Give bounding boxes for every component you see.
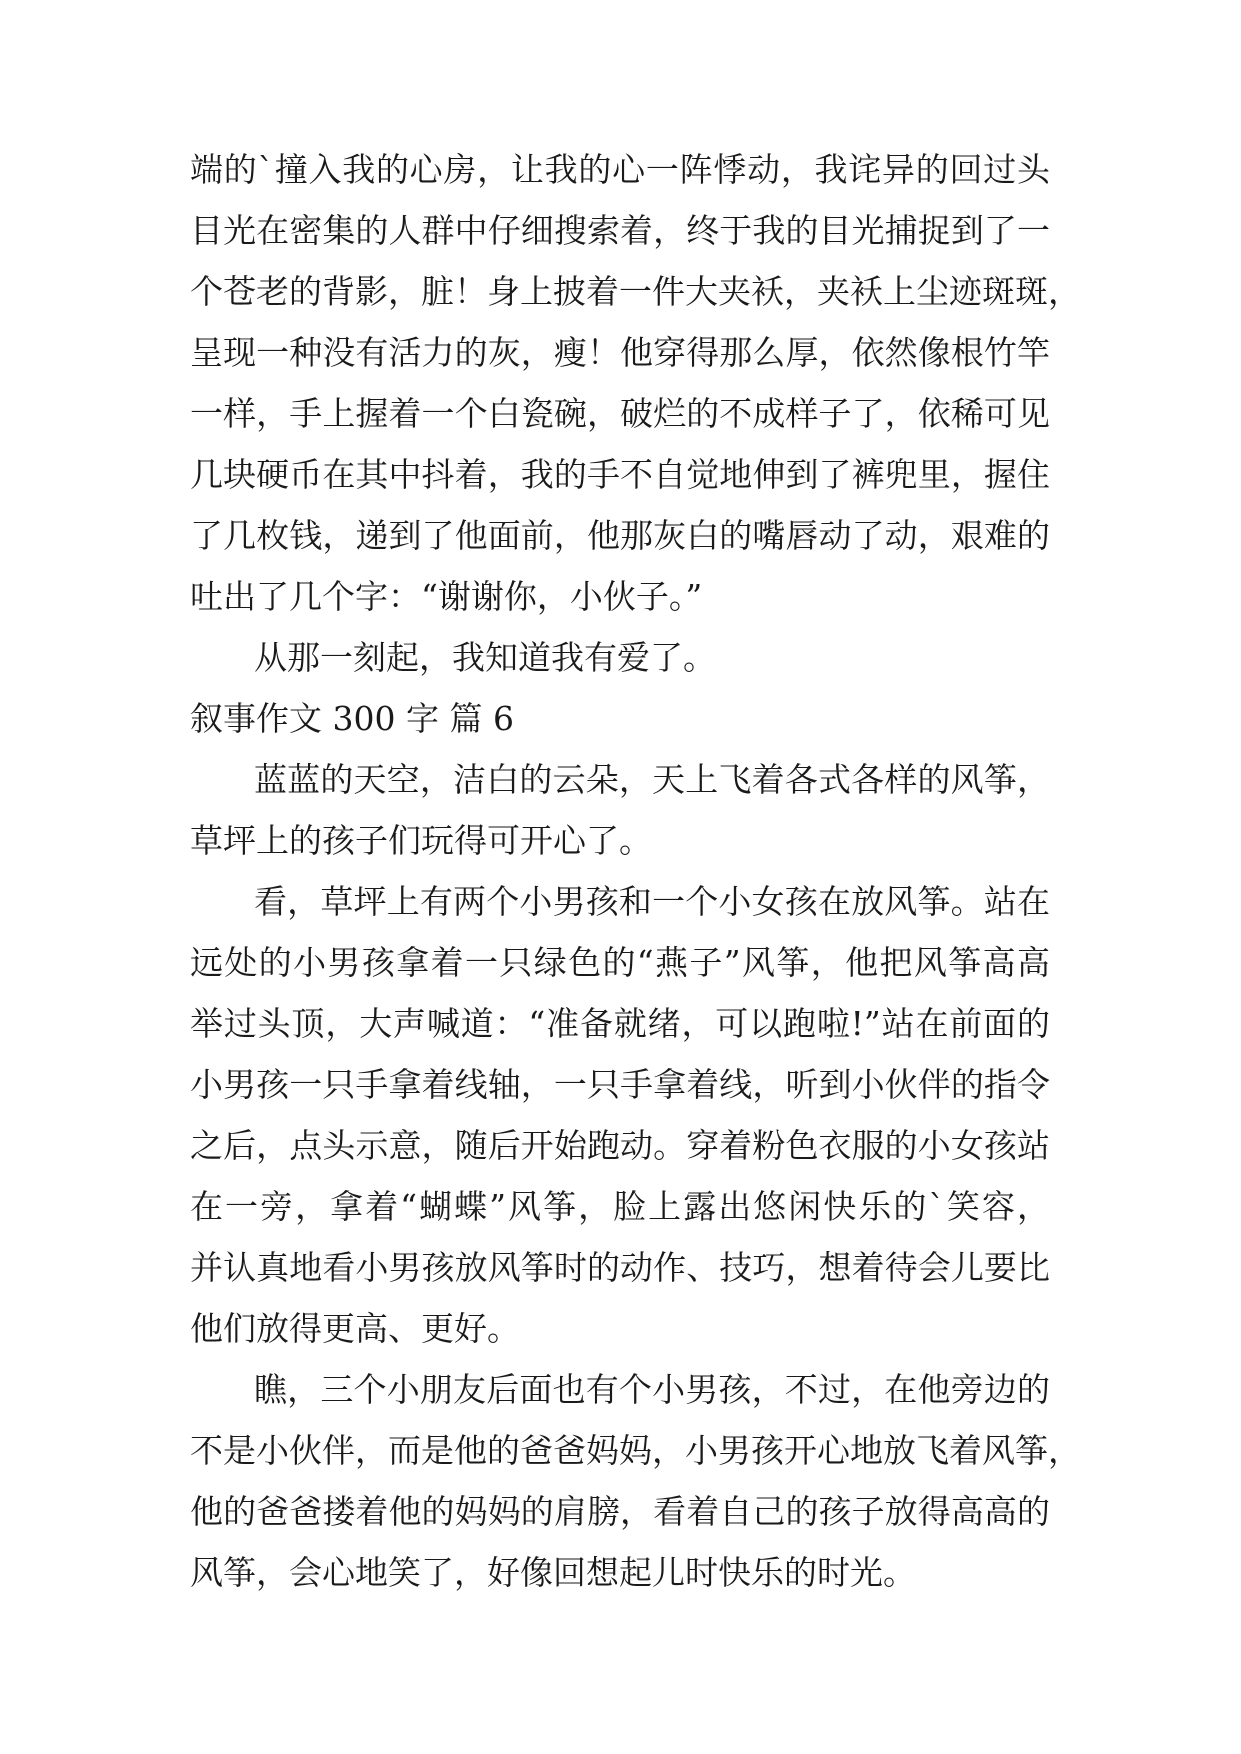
- paragraph-line: 从那一刻起，我知道我有爱了。: [254, 638, 716, 677]
- paragraph-line: 呈现一种没有活力的灰，瘦！他穿得那么厚，依然像根竹竿: [190, 333, 1050, 372]
- paragraph-line: 并认真地看小男孩放风筝时的动作、技巧，想着待会儿要比: [190, 1248, 1050, 1287]
- paragraph-line: 他的爸爸搂着他的妈妈的肩膀，看着自己的孩子放得高高的: [190, 1492, 1050, 1531]
- paragraph-line: 了几枚钱，递到了他面前，他那灰白的嘴唇动了动，艰难的: [190, 516, 1050, 555]
- paragraph-line: 端的`撞入我的心房，让我的心一阵悸动，我诧异的回过头: [190, 150, 1050, 189]
- paragraph-line: 一样，手上握着一个白瓷碗，破烂的不成样子了，依稀可见: [190, 394, 1050, 433]
- paragraph-line: 蓝蓝的天空，洁白的云朵，天上飞着各式各样的风筝，: [254, 760, 1050, 799]
- paragraph-line: 吐出了几个字：“谢谢你，小伙子。”: [190, 577, 703, 616]
- paragraph-line: 在一旁，拿着“蝴蝶”风筝，脸上露出悠闲快乐的`笑容，: [190, 1187, 1050, 1226]
- paragraph-line: 目光在密集的人群中仔细搜索着，终于我的目光捕捉到了一: [190, 211, 1050, 250]
- paragraph-line: 风筝，会心地笑了，好像回想起儿时快乐的时光。: [190, 1553, 916, 1592]
- section-heading: 叙事作文 300 字 篇 6: [190, 699, 514, 738]
- paragraph-line: 几块硬币在其中抖着，我的手不自觉地伸到了裤兜里，握住: [190, 455, 1050, 494]
- paragraph-line: 远处的小男孩拿着一只绿色的“燕子”风筝，他把风筝高高: [190, 943, 1050, 982]
- paragraph-line: 瞧，三个小朋友后面也有个小男孩，不过，在他旁边的: [254, 1370, 1050, 1409]
- paragraph-line: 看，草坪上有两个小男孩和一个小女孩在放风筝。站在: [254, 882, 1050, 921]
- paragraph-line: 他们放得更高、更好。: [190, 1309, 520, 1348]
- paragraph-line: 个苍老的背影，脏！身上披着一件大夹袄，夹袄上尘迹斑斑，: [190, 272, 1081, 311]
- paragraph-line: 不是小伙伴，而是他的爸爸妈妈，小男孩开心地放飞着风筝，: [190, 1431, 1081, 1470]
- paragraph-line: 之后，点头示意，随后开始跑动。穿着粉色衣服的小女孩站: [190, 1126, 1050, 1165]
- paragraph-line: 举过头顶，大声喊道：“准备就绪，可以跑啦!”站在前面的: [190, 1004, 1050, 1043]
- paragraph-line: 草坪上的孩子们玩得可开心了。: [190, 821, 652, 860]
- paragraph-line: 小男孩一只手拿着线轴，一只手拿着线，听到小伙伴的指令: [190, 1065, 1050, 1104]
